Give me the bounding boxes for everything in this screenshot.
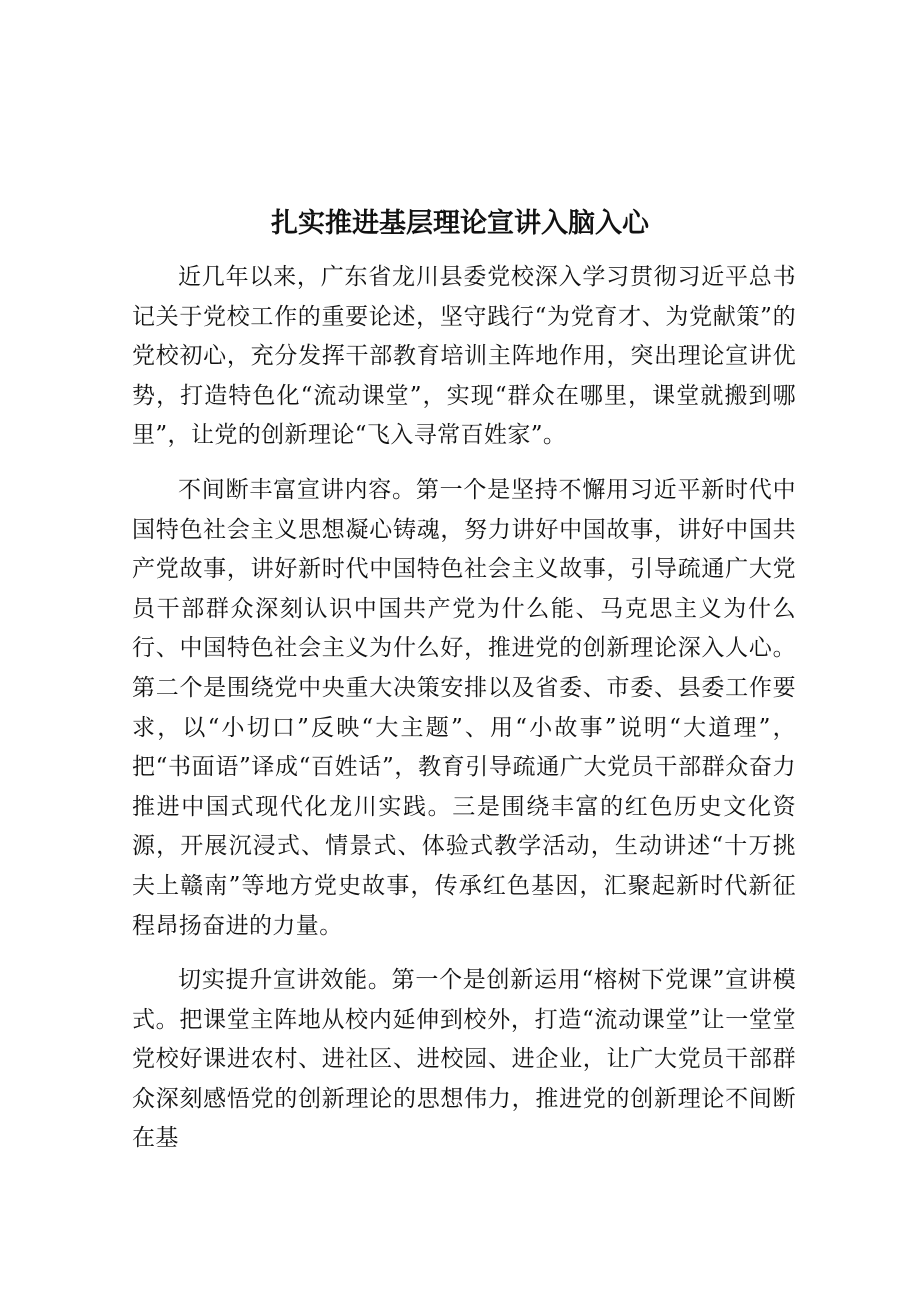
document-title: 扎实推进基层理论宣讲入脑入心 <box>271 208 649 239</box>
document-body <box>132 258 796 1174</box>
paragraph-intro: 近几年以来，广东省龙川县委党校深入学习贯彻习近平总书记关于党校工作的重要论述，坚守践行“为党育才、为党献策”的党校初心，充分发挥干部教育培训主阵地作用，突出理论宣讲优势，打造特色化“流动课堂”，实现“群众在哪里，课堂就搬到哪里”，让党的创新理论“飞入寻常百姓家”。 <box>132 264 796 449</box>
paragraph-effectiveness: 切实提升宣讲效能。第一个是创新运用“榕树下党课”宣讲模式。把课堂主阵地从校内延伸到校外，打造“流动课堂”让一堂堂党校好课进农村、进社区、进校园、进企业，让广大党员干部群众深刻感悟党的创新理论的思想伟力，推进党的创新理论不间断在基 <box>132 967 796 1152</box>
paragraph-content: 不间断丰富宣讲内容。第一个是坚持不懈用习近平新时代中国特色社会主义思想凝心铸魂，努力讲好中国故事，讲好中国共产党故事，讲好新时代中国特色社会主义故事，引导疏通广大党员干部群众深刻认识中国共产党为什么能、马克思主义为什么行、中国特色社会主义为什么好，推进党的创新理论深入人心。第二个是围绕党中央重大决策安排以及省委、市委、县委工作要求，以“小切口”反映“大主题”、用“小故事”说明“大道理”，把“书面语”译成“百姓话”，教育引导疏通广大党员干部群众奋力推进中国式现代化龙川实践。三是围绕丰富的红色历史文化资源，开展沉浸式、情景式、体验式教学活动，生动讲述“十万挑夫上赣南”等地方党史故事，传承红色基因，汇聚起新时代新征程昂扬奋进的力量。 <box>132 476 796 939</box>
